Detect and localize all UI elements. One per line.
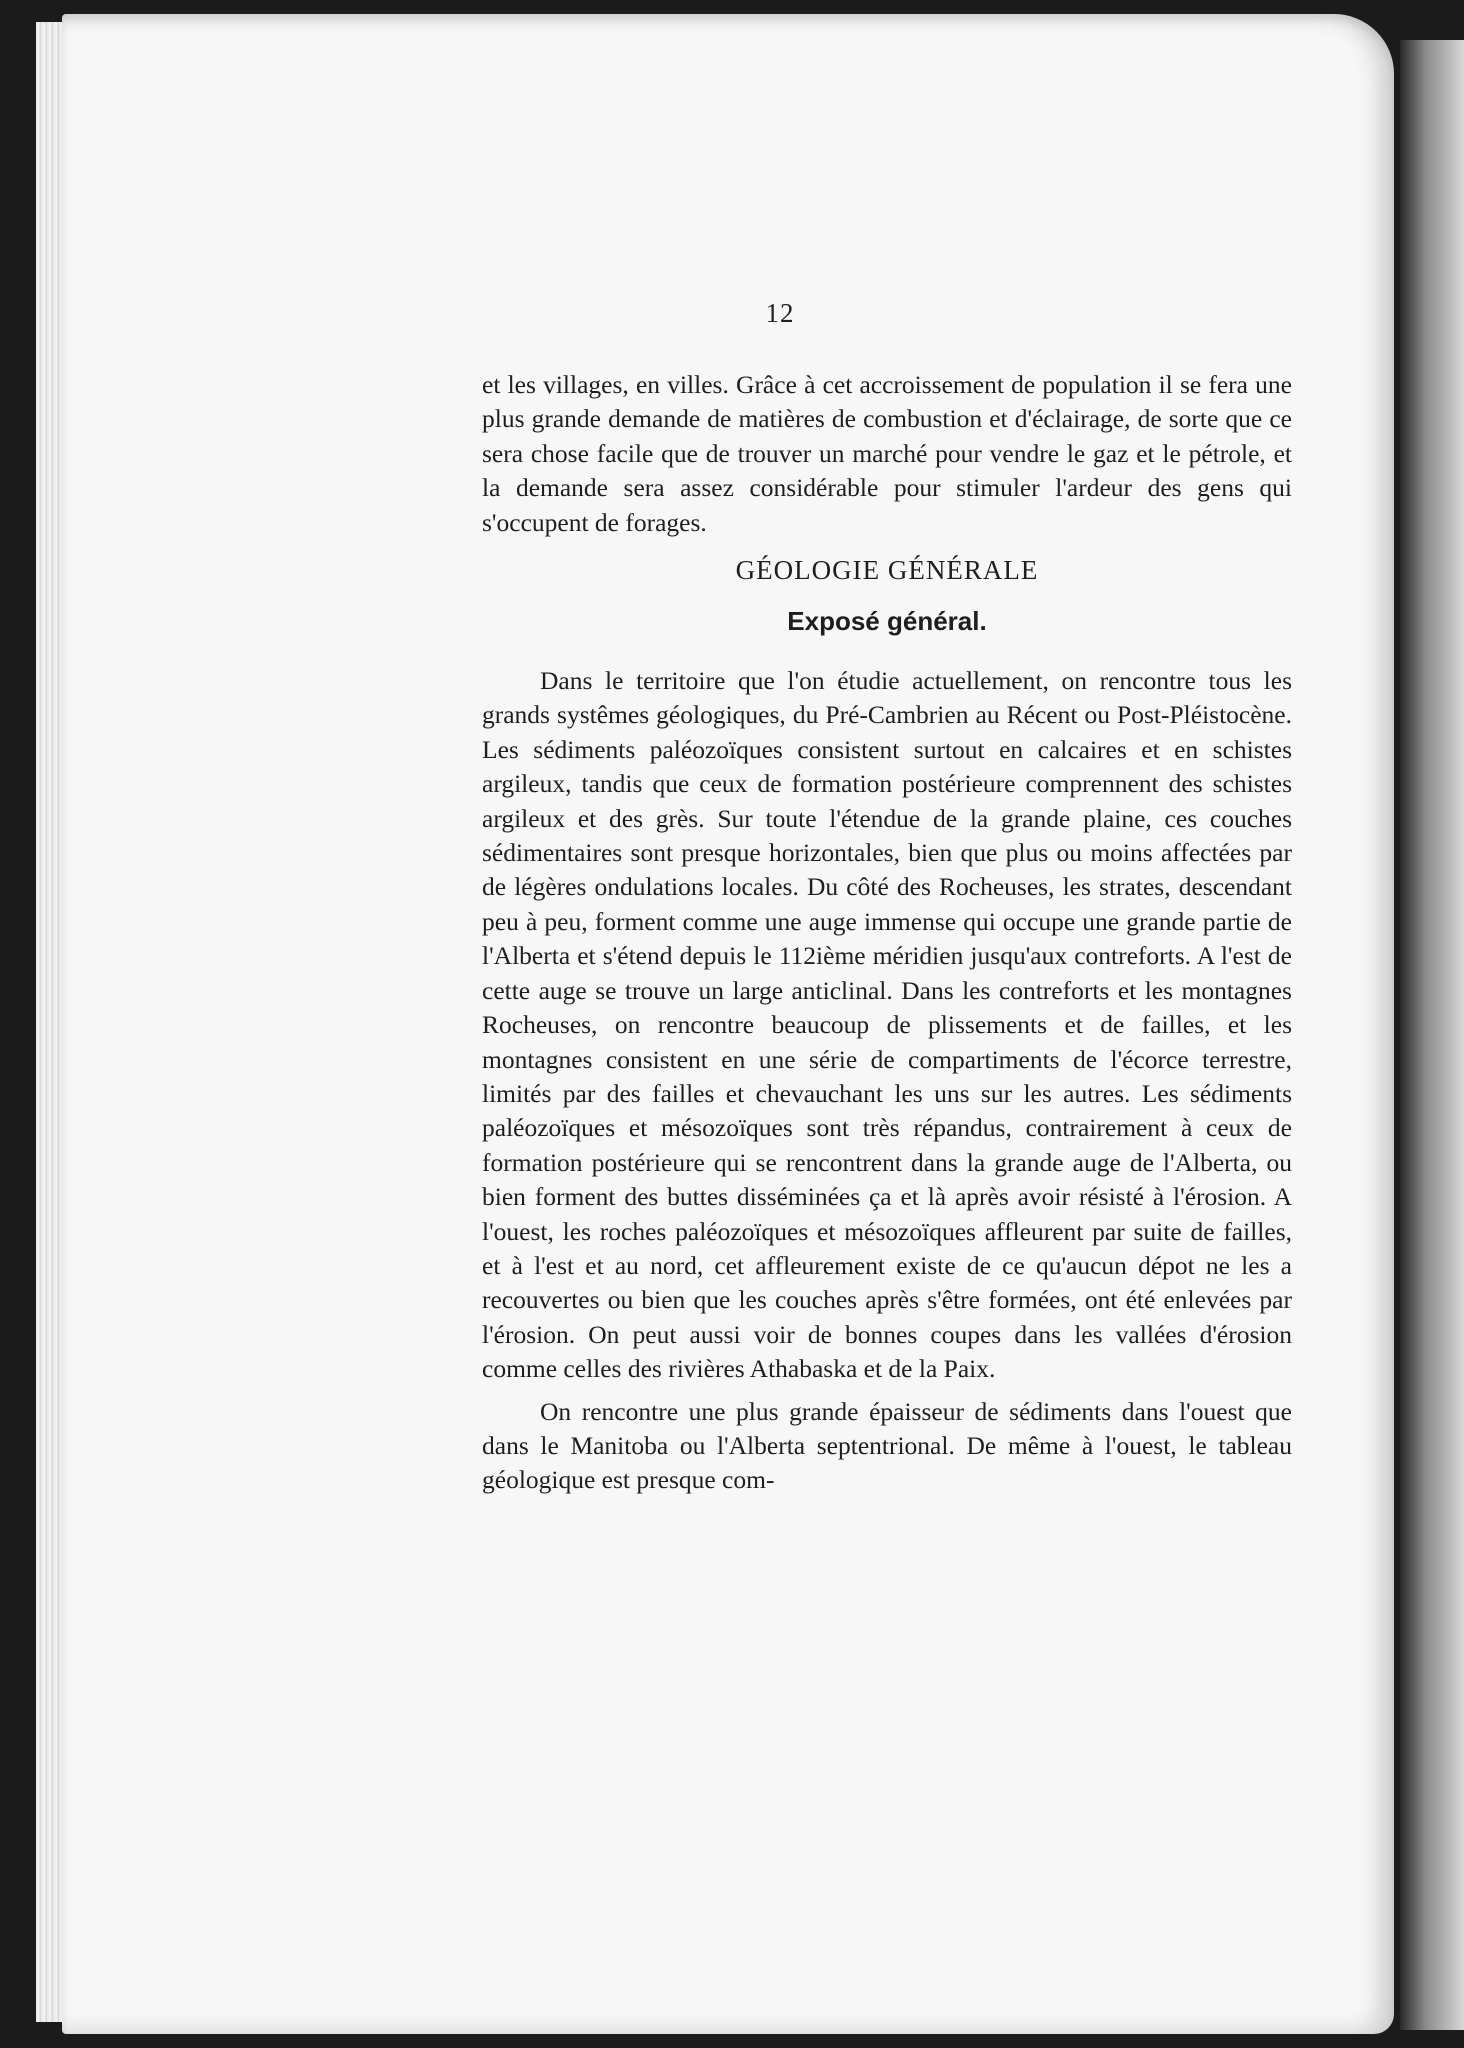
body-paragraph: On rencontre une plus grande épaisseur de sédiments dans l'ouest que dans le Manitoba ou l'Alberta septentrional. De même à l'ouest, le tableau géologique est presque com- <box>482 1396 1292 1495</box>
page-number: 12 <box>765 298 795 328</box>
main-text-column <box>482 368 1292 1498</box>
body-paragraph: Dans le territoire que l'on étudie actuellement, on rencontre tous les grands systêmes géologiques, du Pré-Cambrien au Récent ou Post-Pléistocène. Les sédiments paléozoïques consistent surtout en calcaires et en schistes argileux, tandis que ceux de formation postérieure comprennent des schistes argileux et des grès. Sur toute l'étendue de la grande plaine, ces couches sédimentaires sont presque horizontales, bien que plus ou moins affectées par de légères ondulations locales. Du côté des Rocheuses, les strates, descendant peu à peu, forment comme une auge immense qui occupe une grande partie de l'Alberta et s'étend depuis le 112ième méridien jusqu'aux contreforts. A l'est de cette auge se trouve un large anticlinal. Dans les contreforts et les montagnes Rocheuses, on rencontre beaucoup de plissements et de failles, et les montagnes consistent en une série de compartiments de l'écorce terrestre, limités par des failles et chevauchant les uns sur les autres. Les sédiments paléozoïques et mésozoïques sont très répandus, contrairement à ceux de formation postérieure qui se rencontrent dans la grande auge de l'Alberta, ou bien forment des buttes disséminées ça et là après avoir résisté à l'érosion. A l'ouest, les roches paléozoïques et mésozoïques affleurent par suite de failles, et à l'est et au nord, cet affleurement existe de ce qu'aucun dépot ne les a recouvertes ou bien que les couches après s'être formées, ont été enlevées par l'érosion. On peut aussi voir de bonnes coupes dans les vallées d'érosion comme celles des rivières Athabaska et de la Paix. <box>482 666 1292 1384</box>
intro-paragraph: et les villages, en villes. Grâce à cet accroissement de population il se fera une plus grande demande de matières de combustion et d'éclairage, de sorte que ce sera chose facile que de trouver un marché pour vendre le gaz et le pétrole, et la demande sera assez considérable pour stimuler l'ardeur des gens qui s'occupent de forages. <box>482 370 1292 537</box>
section-subtitle: Exposé général. <box>787 606 987 637</box>
section-title: GÉOLOGIE GÉNÉRALE <box>735 555 1039 586</box>
facing-page-edge <box>1400 40 1464 2030</box>
